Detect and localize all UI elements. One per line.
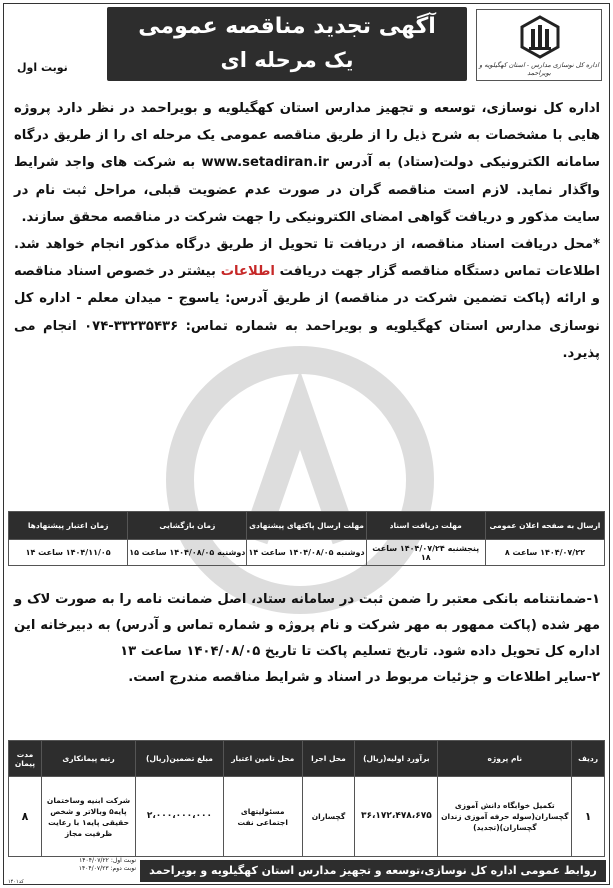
table-cell: شرکت ابنیه وساختمان پایه۵ وبالاتر و شخص حقیقی پایه۱ با رعایت ظرفیت مجاز [41, 777, 135, 857]
table-header: محل تامین اعتبار [223, 741, 302, 777]
table-header: برآورد اولیه(ریال) [355, 741, 438, 777]
table-cell: مسئولیتهای اجتماعی نفت [223, 777, 302, 857]
table-header: ارسال به صفحه اعلان عمومی [485, 512, 604, 540]
logo-caption: اداره کل نوسازی مدارس - استان کهگیلویه و بویراحمد [479, 61, 599, 77]
table-header: مدت پیمان [9, 741, 42, 777]
table-cell: ۱ [572, 777, 605, 857]
table-header: ردیف [572, 741, 605, 777]
round-label: نوبت اول [17, 61, 68, 74]
schedule-header-row [9, 512, 605, 540]
table-cell: تکمیل خوابگاه دانش آموزی گچساران(سوله حرفه آموزی زندان گچساران)(تجدید) [438, 777, 572, 857]
footer-bar: روابط عمومی اداره کل نوسازی،توسعه و تجهیز مدارس استان کهگیلویه و بویراحمد [140, 860, 606, 882]
table-cell: گچساران [302, 777, 355, 857]
table-cell: پنجشنبه ۱۴۰۴/۰۷/۲۴ ساعت ۱۸ [366, 540, 485, 566]
page-title: آگهی تجدید مناقصه عمومی [138, 14, 436, 39]
table-header: محل اجرا [302, 741, 355, 777]
date-second-round: نوبت دوم: ۱۴۰۴/۰۷/۲۳ [78, 865, 136, 872]
table-header: مبلغ تضمین(ریال) [136, 741, 224, 777]
table-cell: ۳۶،۱۷۲،۴۷۸،۶۷۵ [355, 777, 438, 857]
intro-text [14, 95, 600, 367]
schedule-table [8, 511, 605, 566]
watermark-logo-icon [150, 330, 450, 630]
page-subtitle: یک مرحله ای [220, 48, 354, 72]
table-cell: دوشنبه ۱۴۰۴/۰۸/۰۵ ساعت ۱۵ [128, 540, 247, 566]
table-header: مهلت ارسال پاکتهای پیشنهادی [247, 512, 366, 540]
organization-emblem-icon [517, 14, 563, 60]
table-cell: ۱۴۰۴/۰۷/۲۲ ساعت ۸ [485, 540, 604, 566]
header [7, 7, 606, 83]
table-cell: ۲،۰۰۰،۰۰۰،۰۰۰ [136, 777, 224, 857]
intro-paragraph-2: *محل دریافت اسناد مناقصه، از دریافت تا تحویل از طریق درگاه مذکور انجام خواهد شد. اطلاعات تماس دستگاه مناقصه گزار جهت دریافت اطلاعات بیشتر در خصوص اسناد مناقصه و ارائه (پاکت تضمین شرکت در مناقصه) از طریق آدرس: یاسوج - میدان معلم - اداره کل نوسازی مدارس استان کهگیلویه و بویراحمد به شماره تماس: ۳۳۲۳۵۴۳۶-۰۷۴ انجام می پذیرد. [14, 237, 601, 361]
table-row [9, 540, 605, 566]
table-row [9, 777, 605, 857]
organization-logo [476, 9, 602, 81]
projects-header-row [9, 741, 605, 777]
table-header: زمان بازگشایی [128, 512, 247, 540]
table-cell: دوشنبه ۱۴۰۴/۰۸/۰۵ ساعت ۱۴ [247, 540, 366, 566]
table-header: زمان اعتبار پیشنهادها [9, 512, 128, 540]
projects-table [8, 740, 605, 857]
publication-dates [8, 857, 136, 873]
website-link[interactable]: www.setadiran.ir [201, 155, 329, 171]
table-header: رتبه پیمانکاری [41, 741, 135, 777]
table-header: نام پروژه [438, 741, 572, 777]
table-cell: ۱۴۰۴/۱۱/۰۵ ساعت ۱۴ [9, 540, 128, 566]
table-cell: ۸ [9, 777, 42, 857]
table-header: مهلت دریافت اسناد [366, 512, 485, 540]
title-banner [107, 7, 467, 81]
clause-2: ۲-سایر اطلاعات و جزئیات مربوط در اسناد و شرایط مناقصه مندرج است. [128, 670, 600, 685]
footer-code: کد۱۴۰۱ [8, 879, 24, 885]
clauses-text [14, 587, 600, 691]
intro-paragraph-1: اداره کل نوسازی، توسعه و تجهیز مدارس استان کهگیلویه و بویراحمد در نظر دارد پروژه هایی با مشخصات به شرح ذیل را از طریق مناقصه عمومی یک مرحله ای را از طریق درگاه سامانه الکترونیکی دولت(ستاد) به آدرس www.setadiran.ir به شرکت های واجد شرایط واگذار نماید. لازم است مناقصه گران در صورت عدم عضویت قبلی، مراحل ثبت نام در سایت مذکور و دریافت گواهی امضای الکترونیکی را جهت شرکت در مناقصه محقق سازند. [14, 101, 600, 225]
clause-1: ۱-ضمانتنامه بانکی معتبر را ضمن ثبت در سامانه ستاد، اصل ضمانت نامه را به صورت لاک و مهر شده (پاکت ممهور به مهر شرکت و نام پروژه و شماره تماس و آدرس) به دبیرخانه این اداره کل تحویل داده شود. تاریخ تسلیم پاکت تا تاریخ ۱۴۰۴/۰۸/۰۵ ساعت ۱۳ [14, 592, 600, 659]
date-first-round: نوبت اول: ۱۴۰۴/۰۷/۲۲ [79, 857, 136, 864]
